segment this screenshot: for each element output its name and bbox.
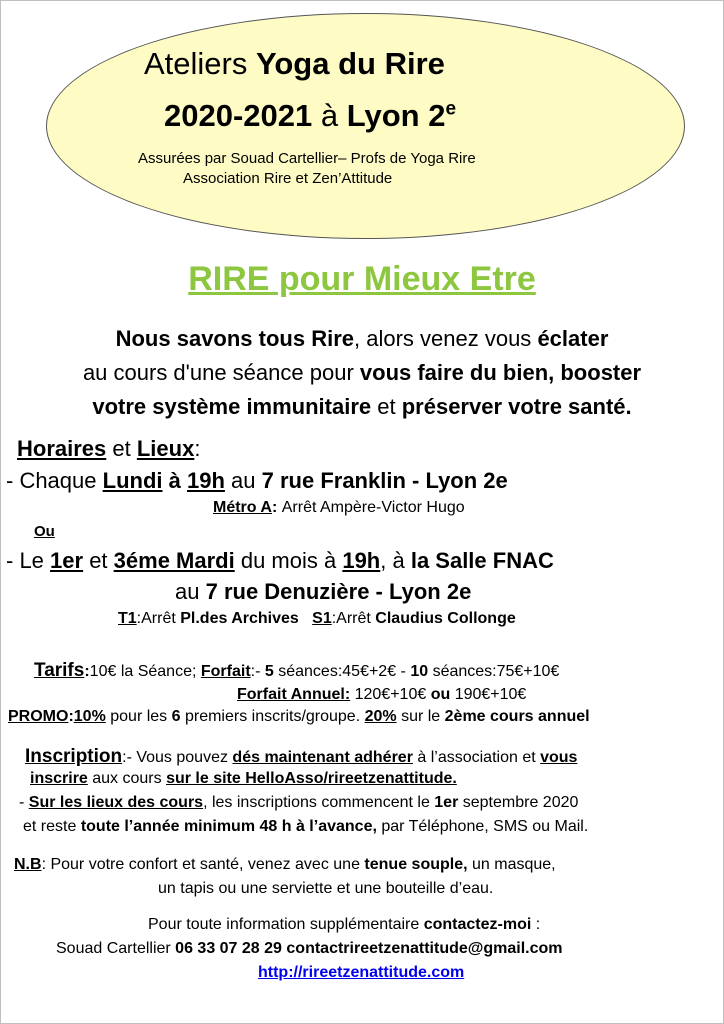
inscription-line-2: inscrire aux cours sur le site HelloAsso/rireetzenattitude.: [30, 770, 457, 787]
intro-line-1: Nous savons tous Rire, alors venez vous éclater: [115, 326, 609, 351]
contact-line-1: Pour toute information supplémentaire contactez-moi :: [148, 916, 541, 933]
website-link[interactable]: http://rireetzenattitude.com: [258, 964, 465, 981]
title-line-2: 2020-2021 à Lyon 2e: [164, 98, 457, 133]
contact-line-2: Souad Cartellier 06 33 07 28 29 contactrireetzenattitude@gmail.com: [56, 940, 563, 957]
forfait-annuel-line: Forfait Annuel: 120€+10€ ou 190€+10€: [237, 686, 527, 703]
title-sub-2: Association Rire et Zen’Attitude: [183, 170, 393, 187]
title-sub-1: Assurées par Souad Cartellier– Profs de Yoga Rire: [138, 150, 476, 167]
intro-line-2: au cours d'une séance pour vous faire du bien, booster: [82, 360, 642, 385]
promo-line: PROMO:10% pour les 6 premiers inscrits/groupe. 20% sur le 2ème cours annuel: [8, 708, 590, 725]
inscription-line-3: - Sur les lieux des cours, les inscriptions commencent le 1er septembre 2020: [19, 794, 579, 811]
schedule-transit: T1:Arrêt Pl.des Archives S1:Arrêt Claudius Collonge: [118, 610, 516, 627]
website-row: [258, 964, 464, 982]
nb-line-1: N.B: Pour votre confort et santé, venez avec une tenue souple, un masque,: [14, 856, 556, 873]
title-line-1: Ateliers Yoga du Rire: [144, 46, 445, 81]
inscription-line-1: Inscription:- Vous pouvez dés maintenant adhérer à l’association et vous: [25, 746, 578, 767]
schedule-metro: Métro A: Arrêt Ampère-Victor Hugo: [213, 499, 465, 516]
schedule-heading: Horaires et Lieux:: [17, 436, 201, 461]
schedule-lundi: - Chaque Lundi à 19h au 7 rue Franklin - Lyon 2e: [6, 468, 508, 493]
email-address[interactable]: contactrireetzenattitude@gmail.com: [286, 940, 563, 957]
schedule-ou: Ou: [34, 523, 55, 540]
phone-number: 06 33 07 28 29: [175, 940, 282, 957]
inscription-line-4: et reste toute l’année minimum 48 h à l’avance, par Téléphone, SMS ou Mail.: [23, 818, 589, 835]
schedule-mardi: - Le 1er et 3éme Mardi du mois à 19h, à la Salle FNAC: [6, 548, 554, 573]
headline: RIRE pour Mieux Etre: [188, 260, 536, 298]
tarifs-line: Tarifs:10€ la Séance; Forfait:- 5 séances:45€+2€ - 10 séances:75€+10€: [34, 660, 560, 681]
intro-line-3: votre système immunitaire et préserver votre santé.: [92, 394, 632, 419]
nb-line-2: un tapis ou une serviette et une bouteille d’eau.: [158, 880, 494, 897]
schedule-address: au 7 rue Denuzière - Lyon 2e: [175, 579, 472, 604]
